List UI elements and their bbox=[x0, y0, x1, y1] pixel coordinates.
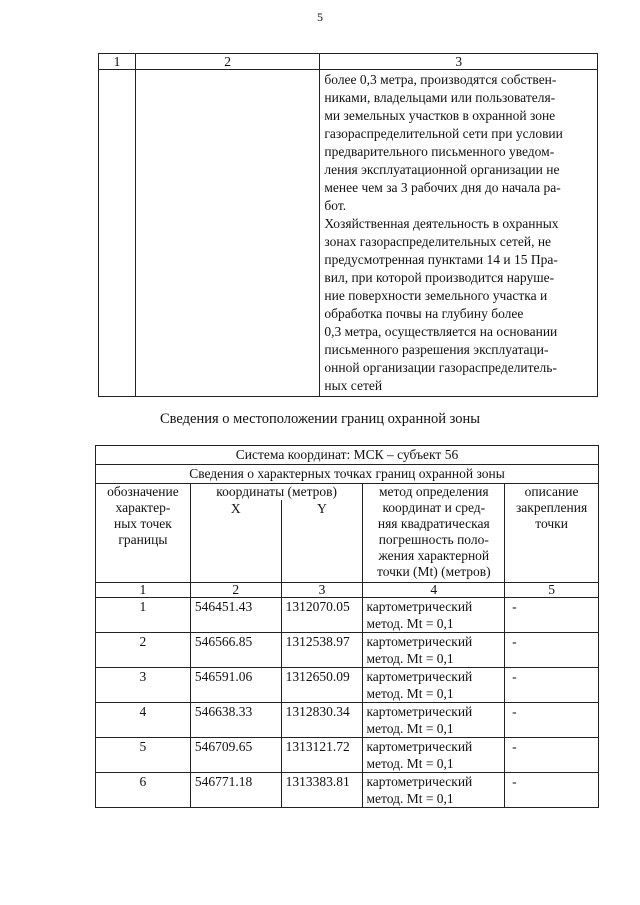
point-id: 3 bbox=[96, 668, 191, 703]
text-line: предварительного письменного уведом- bbox=[324, 144, 555, 159]
coord-x: 546709.65 bbox=[190, 738, 281, 773]
table-row bbox=[96, 703, 599, 738]
text-line: более 0,3 метра, производятся собствен- bbox=[324, 72, 557, 87]
text-line: обработка почвы на глубину более bbox=[324, 306, 524, 321]
table-row bbox=[96, 633, 599, 668]
coord-x: 546566.85 bbox=[190, 633, 281, 668]
continuation-header-row bbox=[99, 54, 598, 70]
text-line: менее чем за 3 рабочих дня до начала ра- bbox=[324, 180, 561, 195]
continuation-table bbox=[98, 53, 598, 397]
coordinate-system-cell: Система координат: МСК – субъект 56 bbox=[96, 446, 599, 465]
column-number: 1 bbox=[96, 583, 191, 598]
point-designation-header: обозначение характер- ных точек границы bbox=[96, 484, 191, 583]
text-line: 0,3 метра, осуществляется на основании bbox=[324, 324, 558, 339]
coord-x: 546591.06 bbox=[190, 668, 281, 703]
description-cell: - bbox=[505, 668, 599, 703]
point-id: 1 bbox=[96, 598, 191, 633]
description-cell: - bbox=[505, 598, 599, 633]
table-row bbox=[96, 668, 599, 703]
description-cell: - bbox=[505, 738, 599, 773]
boundary-points-table bbox=[95, 445, 599, 808]
paragraph-1 bbox=[324, 71, 593, 215]
method-cell: картометрический метод. Mt = 0,1 bbox=[363, 633, 505, 668]
text-line: бот. bbox=[324, 198, 347, 213]
point-id: 4 bbox=[96, 703, 191, 738]
y-header: Y bbox=[281, 500, 363, 583]
coord-x: 546771.18 bbox=[190, 773, 281, 808]
coord-y: 1312538.97 bbox=[281, 633, 363, 668]
column-number: 5 bbox=[505, 583, 599, 598]
method-cell: картометрический метод. Mt = 0,1 bbox=[363, 703, 505, 738]
text-line: предусмотренная пунктами 14 и 15 Пра- bbox=[324, 252, 558, 267]
coord-y: 1313383.81 bbox=[281, 773, 363, 808]
column-number: 2 bbox=[190, 583, 281, 598]
point-id: 5 bbox=[96, 738, 191, 773]
text-line: ние поверхности земельного участка и bbox=[324, 288, 548, 303]
text-line: письменного разрешения эксплуатаци- bbox=[324, 342, 549, 357]
regulation-text-cell bbox=[320, 70, 598, 397]
section-title: Сведения о местоположении границ охранной зоны bbox=[159, 411, 480, 427]
coord-x: 546451.43 bbox=[190, 598, 281, 633]
table-row bbox=[96, 598, 599, 633]
header-cell-3: 3 bbox=[320, 54, 598, 70]
coord-y: 1312830.34 bbox=[281, 703, 363, 738]
empty-cell-1 bbox=[99, 70, 136, 397]
header-cell-1: 1 bbox=[99, 54, 136, 70]
table-subtitle-cell: Сведения о характерных точках границ охранной зоны bbox=[96, 465, 599, 484]
method-cell: картометрический метод. Mt = 0,1 bbox=[363, 773, 505, 808]
empty-cell-2 bbox=[135, 70, 319, 397]
description-cell: - bbox=[505, 633, 599, 668]
method-cell: картометрический метод. Mt = 0,1 bbox=[363, 668, 505, 703]
column-number: 3 bbox=[281, 583, 363, 598]
text-line: вил, при которой производится наруше- bbox=[324, 270, 555, 285]
column-number-row bbox=[96, 583, 599, 598]
description-cell: - bbox=[505, 703, 599, 738]
table-row bbox=[96, 773, 599, 808]
text-line: газораспределительной сети при условии bbox=[324, 126, 563, 141]
description-header: описание закрепления точки bbox=[505, 484, 599, 583]
continuation-body-row bbox=[99, 70, 598, 397]
text-line: ми земельных участков в охранной зоне bbox=[324, 108, 556, 123]
point-id: 2 bbox=[96, 633, 191, 668]
coordinates-header: координаты (метров) bbox=[190, 484, 363, 501]
description-cell: - bbox=[505, 773, 599, 808]
column-number: 4 bbox=[363, 583, 505, 598]
text-line: зонах газораспределительных сетей, не bbox=[324, 234, 552, 249]
text-line: ных сетей bbox=[324, 378, 383, 393]
method-cell: картометрический метод. Mt = 0,1 bbox=[363, 598, 505, 633]
text-line: никами, владельцами или пользователя- bbox=[324, 90, 556, 105]
coord-y: 1312650.09 bbox=[281, 668, 363, 703]
text-line: онной организации газораспределитель- bbox=[324, 360, 557, 375]
text-line: ления эксплуатационной организации не bbox=[324, 162, 560, 177]
method-header: метод определения координат и сред- няя квадратическая погрешность поло- жения характерной точки (Mt) (метров) bbox=[363, 484, 505, 583]
x-header: X bbox=[190, 500, 281, 583]
point-id: 6 bbox=[96, 773, 191, 808]
coord-y: 1313121.72 bbox=[281, 738, 363, 773]
text-line: Хозяйственная деятельность в охранных bbox=[324, 216, 559, 231]
page-number: 5 bbox=[317, 10, 323, 24]
header-cell-2: 2 bbox=[135, 54, 319, 70]
coord-y: 1312070.05 bbox=[281, 598, 363, 633]
paragraph-2 bbox=[324, 215, 593, 395]
table-row bbox=[96, 738, 599, 773]
method-cell: картометрический метод. Mt = 0,1 bbox=[363, 738, 505, 773]
coord-x: 546638.33 bbox=[190, 703, 281, 738]
